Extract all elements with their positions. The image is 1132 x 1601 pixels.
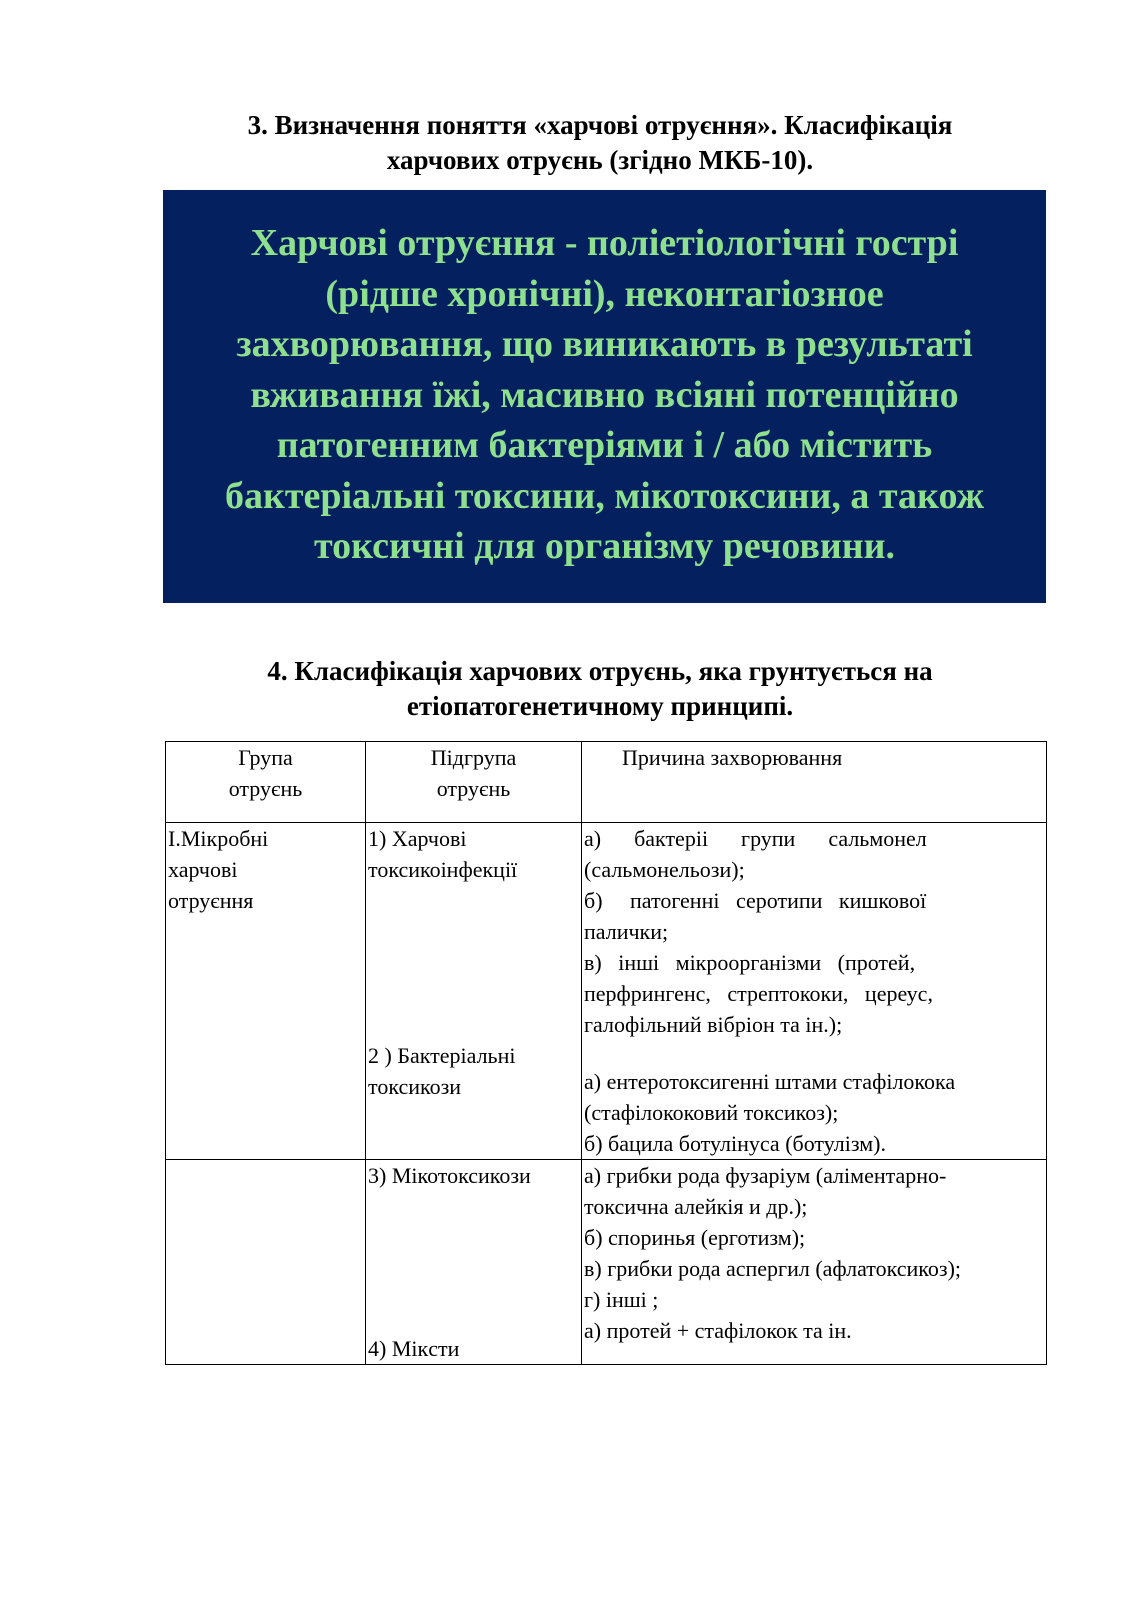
definition-box — [163, 190, 1046, 603]
definition-line: (рідше хронічні), неконтагіозное — [325, 272, 884, 315]
heading-line: харчових отруєнь (згідно МКБ-10). — [386, 145, 814, 175]
group-cell — [166, 823, 366, 1160]
header-subgroup — [366, 742, 582, 823]
cell-line: токсикози — [368, 1074, 462, 1099]
cell-line: 3) Мікотоксикози — [368, 1163, 531, 1188]
subgroup-cell — [366, 823, 582, 1160]
cell-line: отруєння — [168, 888, 254, 913]
cell-line: б) патогенні серотипи кишкової — [584, 888, 927, 913]
cell-line: харчові — [168, 857, 238, 882]
cell-line: галофільний вібріон та ін.); — [584, 1012, 843, 1037]
group-cell — [166, 1160, 366, 1365]
definition-line: патогенним бактеріями і / або містить — [276, 424, 933, 466]
cell-line: г) інші ; — [584, 1287, 659, 1312]
definition-line: Харчові отруєння - поліетіологічні гострі — [250, 222, 959, 264]
definition-line: токсичні для організму речовини. — [313, 525, 896, 567]
header-text: Причина захворювання — [622, 745, 843, 770]
cell-line: палички; — [584, 919, 669, 944]
heading-line: 4. Класифікація харчових отруєнь, яка грунтується на — [267, 656, 933, 686]
cell-line: (стафілококовий токсикоз); — [584, 1100, 839, 1125]
cell-line: а) бактеріі групи сальмонел — [584, 826, 927, 851]
cell-line: а) грибки рода фузаріум (аліментарно- — [584, 1163, 947, 1188]
subgroup-cell — [366, 1160, 582, 1365]
cause-cell — [582, 823, 1047, 1160]
definition-line: вживання їжі, масивно всіяні потенційно — [250, 373, 959, 416]
table-row — [166, 823, 1047, 1160]
cell-line: 2 ) Бактеріальні — [368, 1043, 516, 1068]
cell-line: а) протей + стафілокок та ін. — [584, 1318, 852, 1343]
table-row — [166, 1160, 1047, 1365]
cell-line: в) інші мікроорганізми (протей, — [584, 950, 916, 975]
header-group — [166, 742, 366, 823]
cell-line: токсикоінфекції — [368, 857, 518, 882]
heading-line: 3. Визначення поняття «харчові отруєння». Класифікація — [247, 110, 953, 140]
classification-table — [165, 741, 1047, 1365]
cause-cell — [582, 1160, 1047, 1365]
cell-line: в) грибки рода аспергил (афлатоксикоз); — [584, 1256, 962, 1281]
section-3-heading — [160, 108, 1040, 178]
cell-line: токсична алейкія и др.); — [584, 1194, 808, 1219]
header-text: Група — [238, 745, 293, 770]
cell-line: 4) Мікcти — [368, 1336, 460, 1361]
heading-line: етіопатогенетичному принципі. — [406, 691, 794, 721]
table-header-row — [166, 742, 1047, 823]
section-4-heading — [160, 654, 1040, 724]
header-text: Підгрупа — [430, 745, 517, 770]
cell-line: перфрингенс, стрептококи, цереус, — [584, 981, 933, 1006]
cell-line: б) бацила ботулінуса (ботулізм). — [584, 1131, 886, 1156]
cell-line: а) ентеротоксигенні штами стафілокока — [584, 1069, 956, 1094]
header-text: отруєнь — [228, 776, 303, 801]
cell-line: (сальмонельози); — [584, 857, 745, 882]
definition-line: бактеріальні токсини, мікотоксини, а також — [224, 474, 985, 517]
cell-line: б) споринья (ерготизм); — [584, 1225, 806, 1250]
cell-line: І.Мікробні — [168, 826, 269, 851]
definition-line: захворювання, що виникають в результаті — [236, 323, 973, 365]
cell-line: 1) Харчові — [368, 826, 467, 851]
header-text: отруєнь — [436, 776, 511, 801]
header-cause — [582, 742, 1047, 823]
